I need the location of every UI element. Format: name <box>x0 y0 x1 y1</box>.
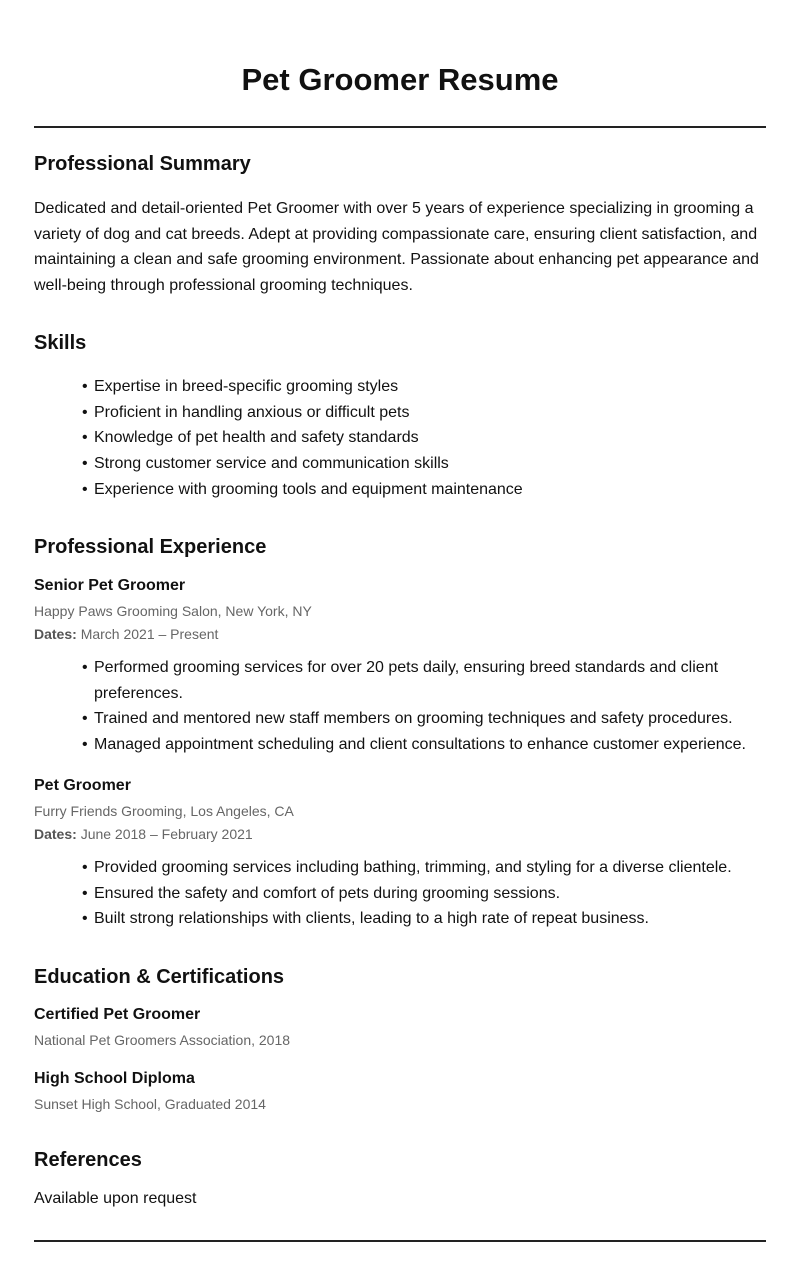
duty-item: • Managed appointment scheduling and client consultations to enhance customer experience. <box>82 732 762 758</box>
skills-list <box>82 374 762 503</box>
skills-heading: Skills <box>34 332 87 354</box>
job-duties-list <box>82 855 762 932</box>
job-title: Pet Groomer <box>34 777 131 794</box>
education-detail: Sunset High School, Graduated 2014 <box>34 1096 266 1112</box>
bottom-divider <box>34 1240 766 1242</box>
job-duties-list <box>82 655 762 758</box>
education-title: Certified Pet Groomer <box>34 1006 201 1023</box>
job-title: Senior Pet Groomer <box>34 577 186 594</box>
experience-heading: Professional Experience <box>34 536 267 558</box>
skill-item: • Strong customer service and communication skills <box>82 451 762 477</box>
duty-item: • Ensured the safety and comfort of pets during grooming sessions. <box>82 881 762 907</box>
dates-value: March 2021 – Present <box>80 626 219 642</box>
education-heading: Education & Certifications <box>34 966 285 988</box>
top-divider <box>34 126 766 128</box>
education-detail: National Pet Groomers Association, 2018 <box>34 1032 291 1048</box>
job-dates <box>34 824 253 844</box>
dates-label: Dates: <box>34 826 77 842</box>
page-title: Pet Groomer Resume <box>241 62 559 97</box>
skill-item: • Expertise in breed-specific grooming styles <box>82 374 762 400</box>
dates-label: Dates: <box>34 626 77 642</box>
skill-item: • Proficient in handling anxious or difficult pets <box>82 400 762 426</box>
education-title: High School Diploma <box>34 1070 195 1087</box>
duty-item: • Performed grooming services for over 20 pets daily, ensuring breed standards and client preferences. <box>82 655 762 706</box>
duty-item: • Built strong relationships with clients, leading to a high rate of repeat business. <box>82 906 762 932</box>
references-text: Available upon request <box>34 1190 197 1207</box>
skill-item: • Experience with grooming tools and equipment maintenance <box>82 477 762 503</box>
duty-item: • Provided grooming services including bathing, trimming, and styling for a diverse clientele. <box>82 855 762 881</box>
references-heading: References <box>34 1149 142 1171</box>
dates-value: June 2018 – February 2021 <box>80 826 253 842</box>
job-company: Happy Paws Grooming Salon, New York, NY <box>34 603 312 619</box>
job-dates <box>34 624 218 644</box>
summary-text: Dedicated and detail-oriented Pet Groomer with over 5 years of experience specializing in grooming a variety of dog and cat breeds. Adept at providing compassionate care, ensuring client satisfaction, and maintaining a clean and safe grooming environment. Passionate about enhancing pet appearance and well-being through professional grooming techniques. <box>34 200 759 294</box>
summary-heading: Professional Summary <box>34 153 251 175</box>
job-company: Furry Friends Grooming, Los Angeles, CA <box>34 803 294 819</box>
skill-item: • Knowledge of pet health and safety standards <box>82 425 762 451</box>
duty-item: • Trained and mentored new staff members on grooming techniques and safety procedures. <box>82 706 762 732</box>
